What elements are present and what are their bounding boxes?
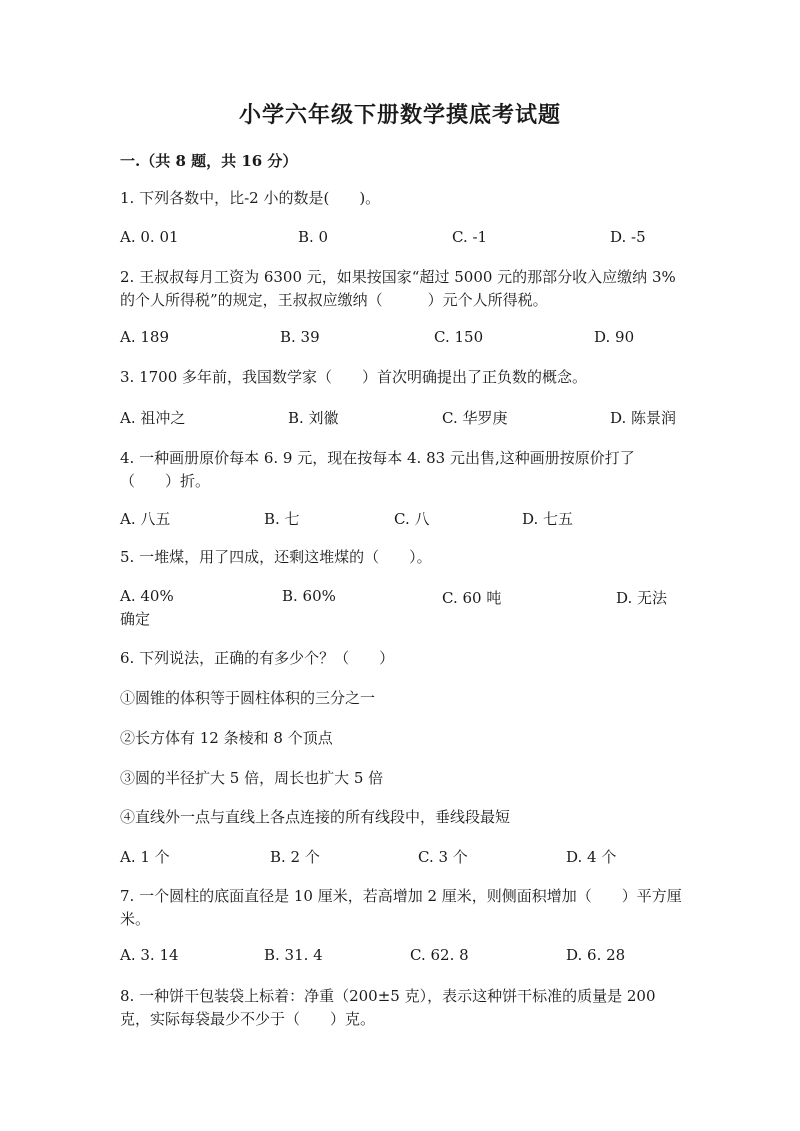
option-b[interactable]: B. 0	[298, 228, 329, 246]
question-8-stem: 8. 一种饼干包装袋上标着：净重（200±5 克），表示这种饼干标准的质量是 200 克，实际每袋最少不少于（ ）克。	[120, 987, 661, 1028]
question-4-stem: 4. 一种画册原价每本 6. 9 元，现在按每本 4. 83 元出售,这种画册按原价打了（ ）折。	[120, 449, 635, 490]
question-5-stem: 5. 一堆煤，用了四成，还剩这堆煤的（ ）。	[120, 548, 432, 566]
option-d[interactable]: D. 6. 28	[566, 946, 626, 964]
option-d[interactable]: D. 七五	[522, 510, 574, 528]
question-6-stem: 6. 下列说法，正确的有多少个？（ ）	[120, 649, 395, 667]
option-c[interactable]: C. 62. 8	[410, 946, 469, 964]
option-d[interactable]: D. 90	[594, 328, 635, 346]
page-title: 小学六年级下册数学摸底考试题	[238, 102, 561, 128]
option-a[interactable]: A. 八五	[120, 510, 171, 528]
question-1-stem: 1. 下列各数中，比-2 小的数是( )。	[120, 189, 381, 207]
option-d[interactable]: D. 无法	[616, 589, 668, 607]
option-c[interactable]: C. -1	[452, 228, 488, 246]
option-b[interactable]: B. 31. 4	[264, 946, 323, 964]
statement-1: ①圆锥的体积等于圆柱体积的三分之一	[120, 689, 376, 707]
option-a[interactable]: A. 189	[120, 328, 169, 346]
option-a[interactable]: A. 0. 01	[120, 228, 179, 246]
option-c[interactable]: C. 150	[434, 328, 484, 346]
question-3-options	[120, 407, 680, 429]
option-d-continuation: 确定	[120, 610, 151, 628]
question-5-options	[120, 587, 680, 609]
option-d[interactable]: D. -5	[610, 228, 646, 246]
option-a[interactable]: A. 1 个	[120, 848, 170, 866]
option-a[interactable]: A. 3. 14	[120, 946, 179, 964]
question-7-stem: 7. 一个圆柱的底面直径是 10 厘米，若高增加 2 厘米，则侧面积增加（ ）平方厘米。	[120, 887, 682, 928]
option-c[interactable]: C. 60 吨	[442, 589, 502, 607]
statement-2: ②长方体有 12 条棱和 8 个顶点	[120, 729, 333, 747]
option-d[interactable]: D. 4 个	[566, 848, 617, 866]
question-6-options	[120, 846, 680, 868]
question-7-options	[120, 946, 680, 968]
option-b[interactable]: B. 刘徽	[288, 409, 339, 427]
option-b[interactable]: B. 2 个	[270, 848, 320, 866]
statement-4: ④直线外一点与直线上各点连接的所有线段中，垂线段最短	[120, 808, 511, 826]
option-a[interactable]: A. 祖冲之	[120, 409, 186, 427]
option-c[interactable]: C. 华罗庚	[442, 409, 508, 427]
question-4-options	[120, 508, 680, 530]
option-c[interactable]: C. 八	[394, 510, 430, 528]
option-b[interactable]: B. 七	[264, 510, 300, 528]
question-1-options	[120, 228, 680, 250]
option-b[interactable]: B. 39	[280, 328, 320, 346]
option-c[interactable]: C. 3 个	[418, 848, 468, 866]
option-d[interactable]: D. 陈景润	[610, 409, 677, 427]
statement-3: ③圆的半径扩大 5 倍，周长也扩大 5 倍	[120, 769, 384, 787]
option-a[interactable]: A. 40%	[120, 587, 174, 605]
question-3-stem: 3. 1700 多年前，我国数学家（ ）首次明确提出了正负数的概念。	[120, 368, 588, 386]
question-2-options	[120, 328, 680, 350]
option-b[interactable]: B. 60%	[282, 587, 336, 605]
question-2-stem: 2. 王叔叔每月工资为 6300 元，如果按国家“超过 5000 元的那部分收入应缴纳 3%的个人所得税”的规定，王叔叔应缴纳（ ）元个人所得税。	[120, 268, 676, 309]
section-header: 一.（共 8 题，共 16 分）	[120, 152, 298, 170]
